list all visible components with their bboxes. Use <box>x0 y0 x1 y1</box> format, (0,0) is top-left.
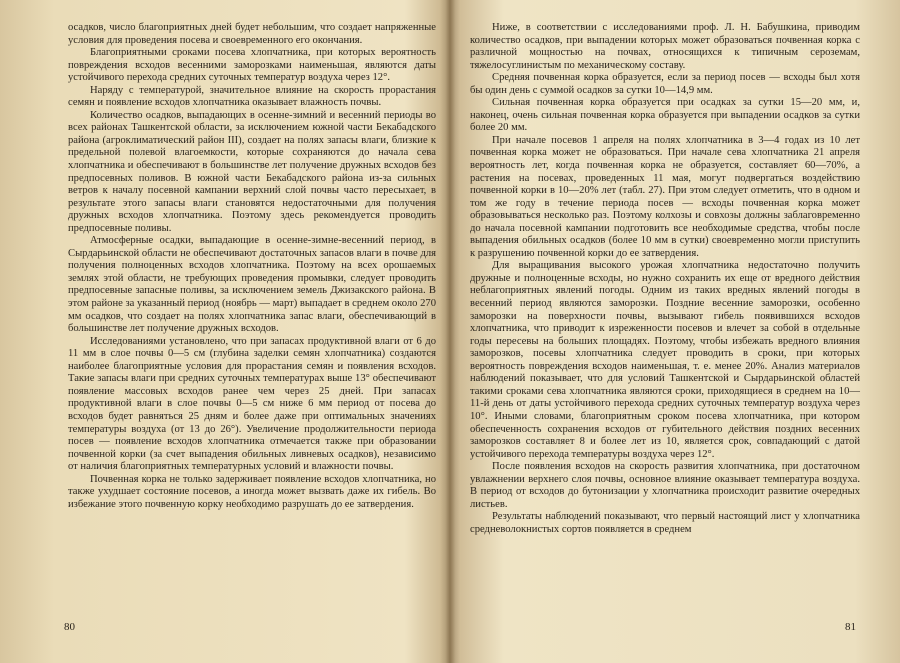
paragraph: Атмосферные осадки, выпадающие в осенне-зимне-весенний период, в Сырдарьинской области не обеспечивают достаточных запасов влаги в почве для получения полноценных всходов хлопчатника. Поэтому на всех орошаемых землях этой области, не требующих проведения промывки, следует проводить предпосевные запасные поливы, за исключением земель Джизакского района. В этом районе за указанный период (ноябрь — март) выпадает в среднем около 270 мм осадков, что создает на полях хлопчатника запас влаги, обеспечивающий в большинстве лет получение дружных всходов. <box>68 235 436 335</box>
paragraph: Наряду с температурой, значительное влияние на скорость прорастания семян и появление всходов хлопчатника оказывает влажность почвы. <box>68 84 436 109</box>
paragraph: Результаты наблюдений показывают, что первый настоящий лист у хлопчатника средневолокнистых сортов появляется в среднем <box>470 511 860 535</box>
paragraph: Для выращивания высокого урожая хлопчатника недостаточно получить дружные и полноценные всходы, но нужно сохранить их еще от вредного действия неблагоприятных явлений погоды. Одним из таких вредных явлений погоды в весенний период являются заморозки. Поздние весенние заморозки, особенно заморозки на поверхности почвы, вызывают гибель появившихся всходов хлопчатника, что приводит к изреженности посевов и влечет за собой в отдельные годы пересевы на больших площадях. Поэтому, чтобы избежать вредного влияния заморозков, посевы хлопчатника следует проводить в сроки, при которых вероятность повреждения всходов наименьшая, т. е. менее 20%. Анализ материалов наблюдений показывает, что для условий Ташкентской и Сырдарьинской областей такими сроками сева хлопчатника являются сроки, приходящиеся в среднем на 10—11-й день от даты устойчивого перехода средних суточных температур воздуха через 10°. Иными словами, благоприятным сроком посева хлопчатника, при котором обеспеченность сохранения всходов от губительного действия поздних весенних заморозков составляет 8 и более лет из 10, является срок, совпадающий с датой устойчивого перехода температуры воздуха через 12°. <box>470 260 860 460</box>
paragraph: Исследованиями установлено, что при запасах продуктивной влаги от 6 до 11 мм в слое почвы 0—5 см (глубина заделки семян хлопчатника) создаются наиболее благоприятные условия для прорастания семян и появления всходов. Такие запасы влаги при средних суточных температурах выше 13° обеспечивают появление массовых всходов ранее чем через 25 дней. При запасах продуктивной влаги в слое почвы 0—5 см ниже 6 мм период от посева до всходов будет равняться 25 дням и более даже при оптимальных значениях температуры воздуха (от 13 до 26°). Увеличение продолжительности периода посев — появление всходов хлопчатника отмечается также при образовании почвенной корки (за счет выпадения обильных ливневых осадков), независимо от наличия благоприятных температурных условий и влажности почвы. <box>68 335 436 473</box>
paragraph: Почвенная корка не только задерживает появление всходов хлопчатника, но также ухудшает состояние посевов, а иногда может вызвать даже их гибель. Во избежание этого почвенную корку необходимо разрушать до ее затвердения. <box>68 473 436 510</box>
left-page-text <box>68 22 436 511</box>
paragraph: Сильная почвенная корка образуется при осадках за сутки 15—20 мм, и, наконец, очень сильная почвенная корка образуется при выпадении осадков за сутки более 20 мм. <box>470 97 860 134</box>
paragraph: Количество осадков, выпадающих в осенне-зимний и весенний периоды во всех районах Ташкентской области, за исключением южной части Бекабадского района (агроклиматический район III), создает на полях запасы влаги, близкие к предельной полевой влагоемкости, которые сохраняются до начала сева хлопчатника и обеспечивают в большинстве лет получение дружных всходов без предпосевных поливов. В южной части Бекабадского района из-за сильных ветров к началу посевной кампании верхний слой почвы часто пересыхает, в результате этого запасы влаги становятся недостаточными для получения дружных всходов хлопчатника. Поэтому здесь рекомендуется проводить предпосевные поливы. <box>68 109 436 234</box>
right-page <box>450 0 900 663</box>
paragraph: При начале посевов 1 апреля на полях хлопчатника в 3—4 годах из 10 лет почвенная корка может не образоваться. При начале сева хлопчатника 21 апреля вероятность лет, когда почвенная корка не образуется, составляет 60—70%, а растения на посевах, проведенных 11 мая, могут подвергаться воздействию почвенной корки в 10—20% лет (табл. 27). При этом следует отметить, что в одном и том же году в течение периода посев — всходы почвенная корка может образовываться несколько раз. Поэтому колхозы и совхозы должны заблаговременно до начала посевной кампании подготовить все необходимые средства, чтобы после выпадения обильных осадков (более 10 мм в сутки) своевременно могли приступить к разрушению почвенной корки до ее затвердения. <box>470 134 860 259</box>
paragraph: Ниже, в соответствии с исследованиями проф. Л. Н. Бабушкина, приводим количество осадков, при выпадении которых может образоваться почвенная корка с различной мощностью на почвах, относящихся к типичным сероземам, тяжелосуглинистым по механическому составу. <box>470 22 860 71</box>
page-number: 81 <box>845 621 856 633</box>
paragraph: После появления всходов на скорость развития хлопчатника, при достаточном увлажнении верхнего слоя почвы, основное влияние оказывает температура воздуха. В период от всходов до бутонизации у хлопчатника происходит развитие очередных листьев. <box>470 461 860 510</box>
page-number: 80 <box>64 621 75 633</box>
paragraph: Благоприятными сроками посева хлопчатника, при которых вероятность повреждения всходов весенними заморозками наименьшая, являются даты устойчивого перехода средних суточных температур воздуха через 12°. <box>68 47 436 84</box>
paragraph: Средняя почвенная корка образуется, если за период посев — всходы был хотя бы один день с суммой осадков за сутки 10—14,9 мм. <box>470 72 860 96</box>
right-page-text <box>470 22 860 536</box>
paragraph: осадков, число благоприятных дней будет небольшим, что создает напряженные условия для проведения посева и своевременного его окончания. <box>68 22 436 46</box>
